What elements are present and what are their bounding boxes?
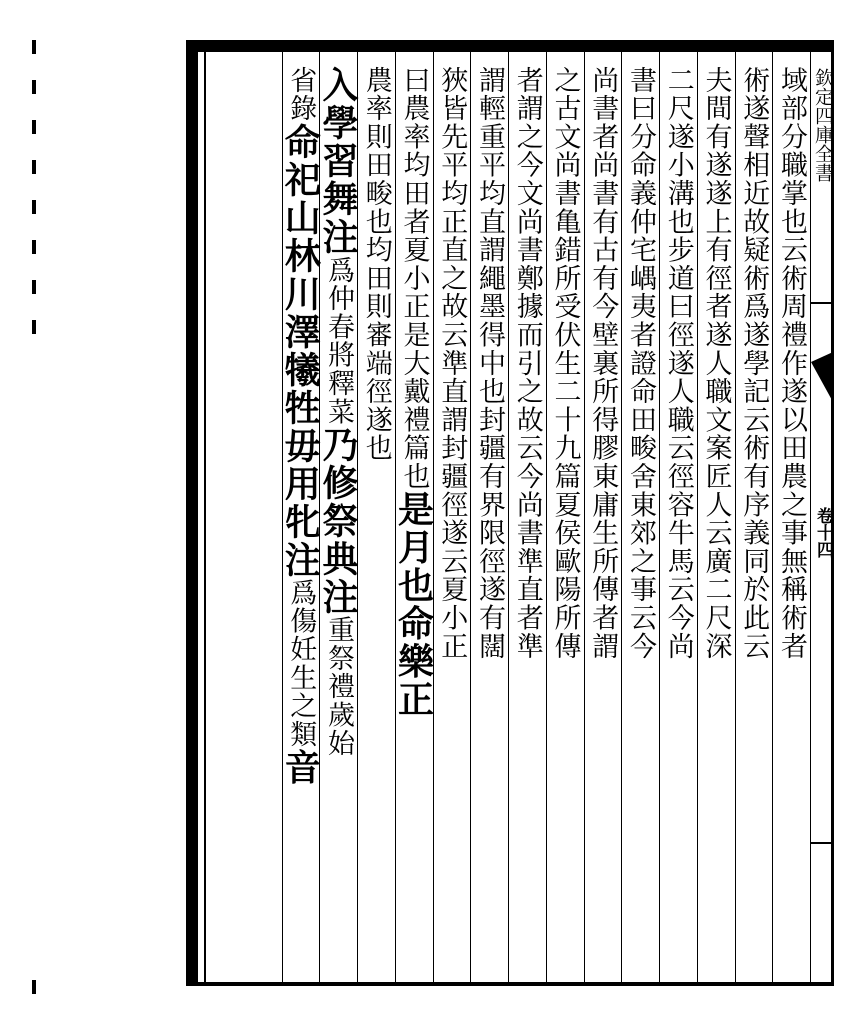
text-column xyxy=(279,52,322,982)
column-text: 重祭禮歲始 xyxy=(323,615,354,758)
column-text: 夫間有遂遂上有徑者遂人職文案匠人云廣二尺深 xyxy=(700,66,732,661)
column-text: 尚書者尚書有古有今壁裏所得膠東庸生所傳者謂 xyxy=(587,66,619,661)
frame-bottom-border xyxy=(186,982,832,986)
text-column xyxy=(659,52,697,982)
column-text: 曰農率均田者夏小正是大戴禮篇也 xyxy=(398,66,430,491)
frame-left-border xyxy=(186,40,198,986)
column-main-text: 命祀山林川澤犧牲毋用牝注 xyxy=(279,122,322,579)
page-margin xyxy=(810,52,833,982)
text-column xyxy=(470,52,508,982)
text-column xyxy=(621,52,659,982)
text-column xyxy=(735,52,773,982)
margin-rule xyxy=(811,302,833,304)
text-column xyxy=(392,52,435,982)
column-text: 二尺遂小溝也步道曰徑遂人職云徑容牛馬云今尚 xyxy=(662,66,694,661)
column-text: 爲仲春將釋菜 xyxy=(323,256,354,426)
previous-page-edge xyxy=(26,40,46,990)
column-text: 謂輕重平均直謂繩墨得中也封疆有界限徑遂有闊 xyxy=(474,66,505,661)
text-column xyxy=(584,52,622,982)
text-column xyxy=(433,52,471,982)
column-main-text: 乃修祭典注 xyxy=(317,425,359,616)
text-column xyxy=(697,52,735,982)
column-text: 之古文尚書亀錯所受伏生二十九篇夏侯歐陽所傳 xyxy=(549,66,581,661)
column-text: 域部分職掌也云術周禮作遂以田農之事無稱術者 xyxy=(776,66,807,661)
margin-rule xyxy=(811,842,833,844)
text-column xyxy=(357,52,395,982)
column-text: 書曰分命義仲宅嵎夷者證命田畯舍東郊之事云今 xyxy=(625,66,656,661)
frame-top-border xyxy=(186,40,832,52)
column-main-text: 入學習舞注 xyxy=(317,66,359,256)
volume-number: 卷十四 xyxy=(813,507,833,558)
column-text: 術遂聲相近故疑術爲遂學記云術有序義同於此云 xyxy=(738,66,770,661)
column-text: 爲傷妊生之類 xyxy=(285,578,317,749)
column-main-text: 音 xyxy=(279,748,322,787)
text-column xyxy=(508,52,546,982)
column-text: 狹皆先平均正直之故云準直謂封疆徑遂云夏小正 xyxy=(436,66,468,661)
fishtail-mark xyxy=(811,352,833,402)
text-column xyxy=(319,52,357,982)
column-text: 農率則田畯也均田則審端徑遂也 xyxy=(360,66,392,463)
text-column xyxy=(546,52,584,982)
column-text: 者謂之今文尚書鄭據而引之故云今尚書準直者準 xyxy=(511,66,543,661)
text-columns xyxy=(206,52,810,982)
text-column xyxy=(772,52,810,982)
book-title: 欽定四庫全書 xyxy=(812,68,834,182)
column-main-text: 是月也命樂正 xyxy=(392,490,435,719)
column-text: 省錄 xyxy=(285,66,317,123)
